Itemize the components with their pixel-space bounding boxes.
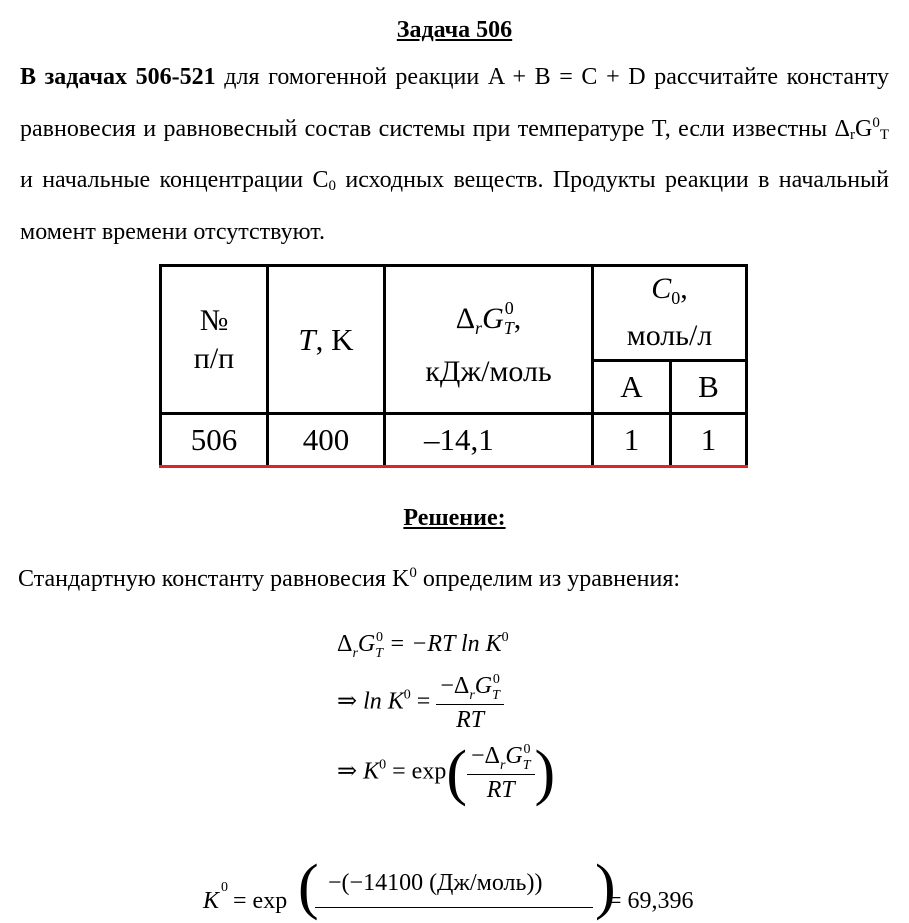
header-b: B [671,360,747,414]
task-title: Задача 506 [396,17,513,43]
fraction: $\frac{-\Delta_rG_T^0}{RT}$ [467,742,535,804]
cell-a: 1 [593,414,671,467]
equation-k: ⇒ $K^0 = \exp$( $\frac{-\Delta_rG_T^0}{RT}$ ) [337,739,556,807]
cell-temperature: 400 [268,414,385,467]
cell-number: 506 [161,414,268,467]
equation-gibbs: $\Delta_rG_T^0 = -RT$ $\ln K^0$ [337,630,509,661]
header-gibbs-energy: $\Delta_rG_T^0$, кДж/моль [385,266,593,414]
task-data-table [159,264,748,468]
header-a: A [593,360,671,414]
fraction: $\frac{-\Delta_rG_T^0}{RT}$ [436,672,504,734]
document-page: Задача 506 В задачах 506-521 для гомогенной реакции A + B = C + D рассчитайте константу равновесия и равновесный состав системы при температуре T, если известны $\Delta_rG^0_T$ и начальные концентрации $C_0$ исходных веществ. Продукты реакции в начальный момент времени отсутствуют. № п/п T, K $\Delta_rG_T^0$, кДж/моль $C_0$, моль/л A B 506 400 –14,1 1 1 Решение: Стандартную константу равновесия $K^0$ определим из уравнения: $\Delta_rG_T^0 = -RT$ $\ln K^0$ ⇒ $\ln K^0$ = $\frac{-\Delta_rG_T^0}{RT}$ ⇒ $K^0 = \exp$( $\frac{-\Delta_rG_T^0}{RT}$ ) K 0 = exp ( −(−14100 (Дж/моль)) ) = 69,396 [0,0,909,910]
solution-title: Решение: [403,505,506,531]
equation-lnk: ⇒ $\ln K^0$ = $\frac{-\Delta_rG_T^0}{RT}$ [337,672,504,734]
header-initial-concentration: $C_0$, моль/л [593,266,747,361]
cell-b: 1 [671,414,747,467]
solution-intro: Стандартную константу равновесия $K^0$ определим из уравнения: [18,565,681,592]
header-temperature: T, K [268,266,385,414]
header-number: № п/п [161,266,268,414]
task-description: В задачах 506-521 для гомогенной реакции A + B = C + D рассчитайте константу равновесия и равновесный состав системы при температуре T, если известны $\Delta_rG^0_T$ и начальные концентрации $C_0$ исходных веществ. Продукты реакции в начальный момент времени отсутствуют. [20,64,890,245]
cell-gibbs-energy: –14,1 [385,414,593,467]
table-row [161,414,747,467]
task-range: В задачах 506-521 [20,64,216,90]
